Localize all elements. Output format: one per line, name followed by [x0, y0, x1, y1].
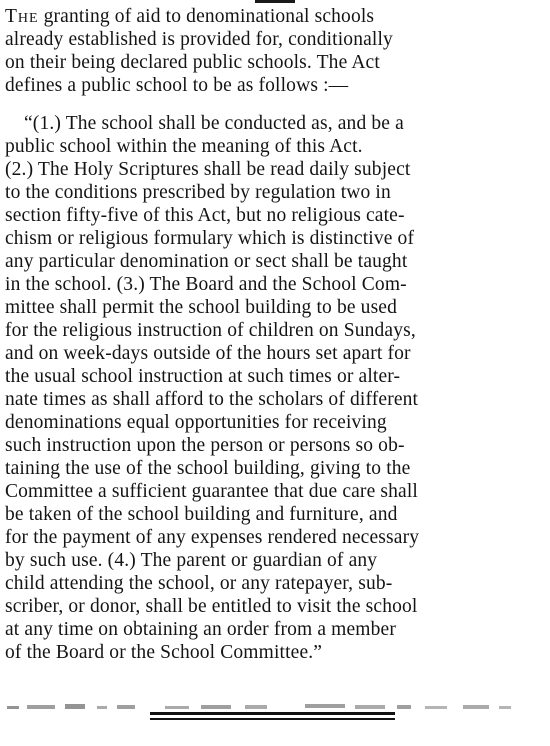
article-line-7: (2.) The Holy Scriptures shall be read daily subject: [5, 159, 411, 180]
article-line-27: at any time on obtaining an order from a member: [5, 619, 396, 640]
cut-off-next-line: [5, 700, 525, 718]
article-line-21: Committee a sufficient guarantee that due care shall: [5, 481, 418, 502]
article-line-23: for the payment of any expenses rendered necessary: [5, 527, 420, 548]
article-line-14: for the religious instruction of children on Sundays,: [5, 320, 416, 341]
bottom-rule-divider-lower: [150, 718, 395, 720]
article-line-5: “(1.) The school shall be conducted as, and be a: [24, 113, 404, 134]
article-line-19: such instruction upon the person or persons so ob-: [5, 435, 405, 456]
article-line-28: of the Board or the School Committee.”: [5, 642, 323, 663]
article-line-18: denominations equal opportunities for receiving: [5, 412, 387, 433]
article-line-11: any particular denomination or sect shall be taught: [5, 251, 408, 272]
article-line-12: in the school. (3.) The Board and the School Com-: [5, 274, 407, 295]
bottom-rule-divider-upper: [150, 712, 395, 715]
article-line-9: section fifty-five of this Act, but no religious cate-: [5, 205, 405, 226]
article-line-22: be taken of the school building and furniture, and: [5, 504, 398, 525]
article-line-15: and on week-days outside of the hours set apart for: [5, 343, 411, 364]
article-line-17: nate times as shall afford to the scholars of different: [5, 389, 419, 410]
article-line-8: to the conditions prescribed by regulation two in: [5, 182, 391, 203]
article-line-1: [5, 6, 374, 28]
article-line-26: scriber, or donor, shall be entitled to visit the school: [5, 596, 418, 617]
article-line-10: chism or religious formulary which is distinctive of: [5, 228, 415, 249]
article-line-4: defines a public school to be as follows :—: [5, 75, 349, 96]
top-rule-divider: [255, 0, 295, 3]
article-line-24: by such use. (4.) The parent or guardian of any: [5, 550, 378, 571]
article-line-6: public school within the meaning of this Act.: [5, 136, 363, 157]
lead-word: The: [5, 6, 39, 27]
article-line-2: already established is provided for, conditionally: [5, 29, 393, 50]
article-line-16: the usual school instruction at such times or alter-: [5, 366, 401, 387]
line-text: granting of aid to denominational schools: [38, 6, 375, 27]
article-line-25: child attending the school, or any ratepayer, sub-: [5, 573, 393, 594]
article-line-3: on their being declared public schools. The Act: [5, 52, 380, 73]
article-line-13: mittee shall permit the school building to be used: [5, 297, 398, 318]
article-line-20: taining the use of the school building, giving to the: [5, 458, 411, 479]
